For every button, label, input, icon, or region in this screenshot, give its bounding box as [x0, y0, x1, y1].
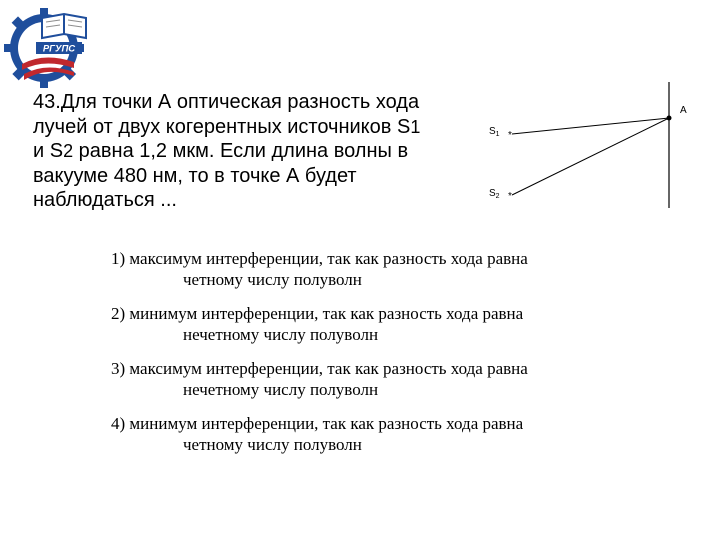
interference-diagram: [480, 78, 700, 210]
answer-option-1[interactable]: 1) максимум интерференции, так как разность хода равна четному числу полуволн: [111, 249, 528, 289]
ray-s2: [512, 118, 669, 195]
label-s2: $S_2$: [489, 188, 500, 200]
ray-s1: [512, 118, 669, 134]
source-s1-marker: *: [508, 130, 512, 141]
question-line-5: наблюдаться ...: [33, 189, 177, 211]
label-a: A: [680, 105, 687, 116]
logo-text: РГУПС: [42, 43, 76, 55]
question-line-2: лучей от двух когерентных источников S1: [33, 115, 421, 138]
question-line-1: 43.Для точки А оптическая разность хода: [33, 91, 420, 113]
label-s1: $S_1$: [489, 126, 500, 138]
university-logo: [4, 4, 90, 90]
book-icon: [42, 14, 86, 38]
answer-option-3[interactable]: 3) максимум интерференции, так как разность хода равна нечетному числу полуволн: [111, 359, 528, 399]
answer-option-2[interactable]: 2) минимум интерференции, так как разность хода равна нечетному числу полуволн: [111, 304, 524, 344]
question-text: [33, 90, 473, 213]
answer-option-4[interactable]: 4) минимум интерференции, так как разность хода равна четному числу полуволн: [111, 414, 524, 454]
point-a: [667, 116, 672, 121]
question-line-3: и S2 равна 1,2 мкм. Если длина волны в: [33, 140, 409, 162]
source-s2-marker: *: [508, 191, 512, 202]
question-number: 43.: [33, 91, 61, 113]
question-line-4: вакууме 480 нм, то в точке А будет: [33, 164, 357, 187]
